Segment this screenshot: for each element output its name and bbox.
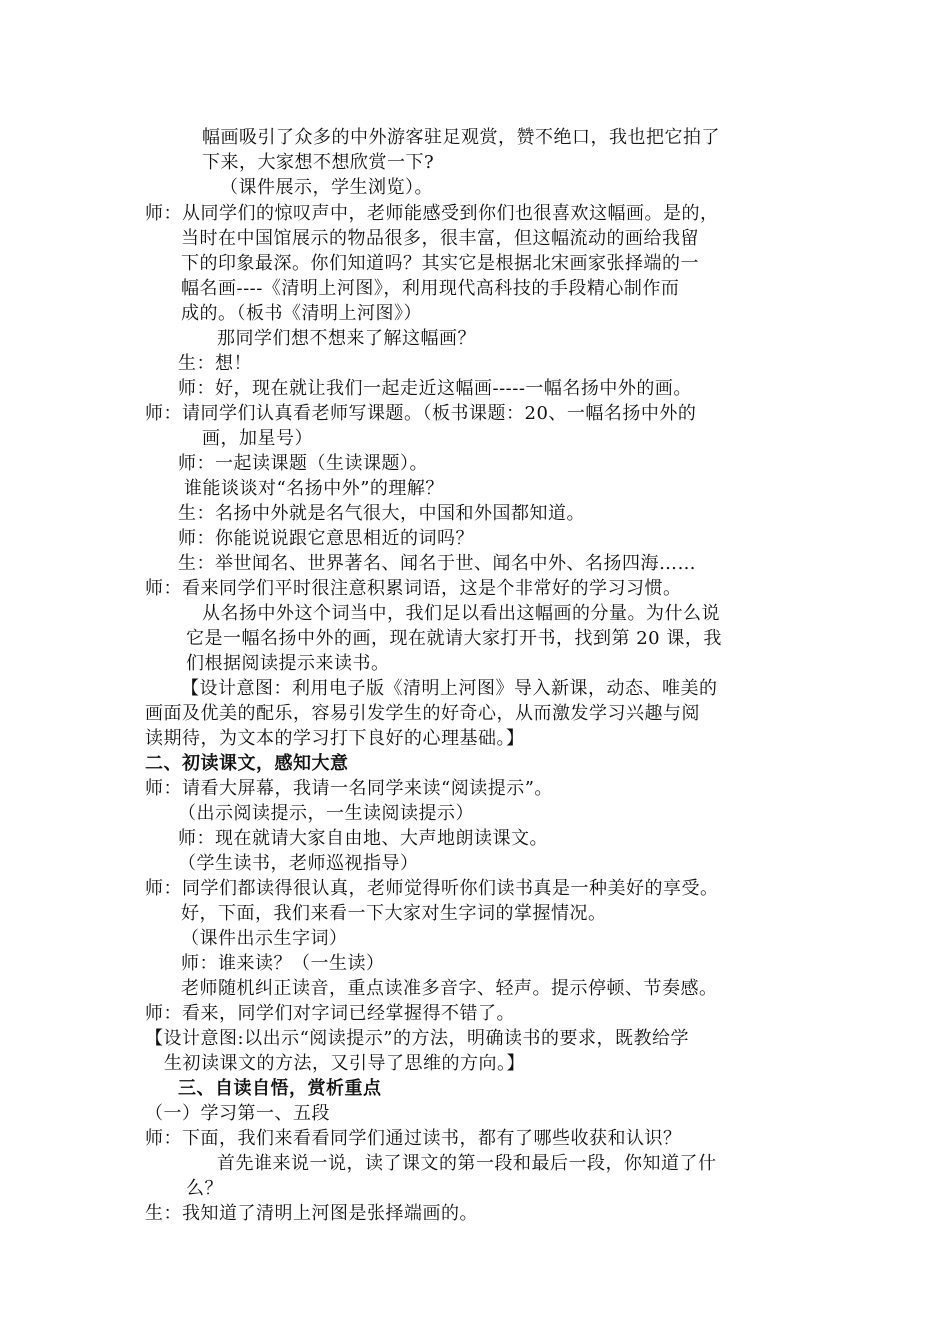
section-heading: 三、自读自悟，赏析重点 (178, 1078, 382, 1099)
design-intent-note: 【设计意图：利用电子版《清明上河图》导入新课，动态、唯美的 (181, 678, 718, 699)
text-line: 下来，大家想不想欣赏一下? (202, 152, 435, 173)
text-line: 首先谁来说一说，读了课文的第一段和最后一段，你知道了什 (217, 1153, 717, 1174)
text-line: 师：一起读课题（生读课题）。 (178, 453, 428, 474)
text-line: 师：看来，同学们对字词已经掌握得不错了。 (145, 1003, 515, 1024)
text-line: 师：好，现在就让我们一起走近这幅画-----一幅名扬中外的画。 (178, 378, 692, 399)
text-line: 它是一幅名扬中外的画，现在就请大家打开书，找到第 20 课，我 (186, 628, 722, 649)
text-line: 师：谁来读？（一生读） (181, 953, 385, 974)
text-line: （学生读书，老师巡视指导） (178, 853, 419, 874)
text-line: 师：现在就请大家自由地、大声地朗读课文。 (178, 828, 548, 849)
text-line: 师：请同学们认真看老师写课题。（板书课题：20、一幅名扬中外的 (145, 403, 697, 424)
design-intent-note: 画面及优美的配乐，容易引发学生的好奇心，从而激发学习兴趣与阅 (145, 703, 700, 724)
text-line: 好，下面，我们来看一下大家对生字词的掌握情况。 (181, 903, 607, 924)
text-line: 从名扬中外这个词当中，我们足以看出这幅画的分量。为什么说 (202, 603, 720, 624)
text-line: （课件展示，学生浏览）。 (220, 177, 433, 198)
text-line: （课件出示生字词） (181, 928, 348, 949)
text-line: 们根据阅读提示来读书。 (186, 653, 390, 674)
text-line: 师：你能说说跟它意思相近的词吗？ (178, 528, 474, 549)
text-line: 生：想！ (178, 353, 252, 374)
section-heading: 二、初读课文，感知大意 (145, 753, 349, 774)
text-line: 下的印象最深。你们知道吗？其实它是根据北宋画家张择端的一 (181, 253, 699, 274)
design-intent-note: 【设计意图:以出示“阅读提示”的方法，明确读书的要求，既教给学 (145, 1028, 689, 1049)
text-line: 么？ (186, 1178, 223, 1199)
text-line: 生：我知道了清明上河图是张择端画的。 (145, 1203, 478, 1224)
text-line: 谁能谈谈对“名扬中外”的理解？ (184, 478, 444, 499)
text-line: 画，加星号） (202, 428, 313, 449)
text-line: 师：从同学们的惊叹声中，老师能感受到你们也很喜欢这幅画。是的， (145, 203, 719, 224)
text-line: 当时在中国馆展示的物品很多，很丰富，但这幅流动的画给我留 (181, 228, 699, 249)
text-line: 成的。（板书《清明上河图》） (181, 303, 422, 324)
subsection-heading: （一）学习第一、五段 (145, 1103, 330, 1124)
text-line: （出示阅读提示，一生读阅读提示） (178, 803, 474, 824)
text-line: 幅名画----《清明上河图》，利用现代高科技的手段精心制作而 (181, 278, 680, 299)
text-line: 师：请看大屏幕，我请一名同学来读“阅读提示”。 (145, 778, 553, 799)
text-line: 师：下面，我们来看看同学们通过读书，都有了哪些收获和认识？ (145, 1128, 682, 1149)
text-line: 生：举世闻名、世界著名、闻名于世、闻名中外、名扬四海…… (178, 553, 696, 574)
text-line: 师：同学们都读得很认真，老师觉得听你们读书真是一种美好的享受。 (145, 878, 719, 899)
text-line: 生：名扬中外就是名气很大，中国和外国都知道。 (178, 503, 585, 524)
text-line: 老师随机纠正读音，重点读准多音字、轻声。提示停顿、节奏感。 (181, 978, 718, 999)
text-line: 那同学们想不想来了解这幅画？ (217, 328, 476, 349)
text-line: 师：看来同学们平时很注意积累词语，这是个非常好的学习习惯。 (145, 578, 682, 599)
design-intent-note: 生初读课文的方法，又引导了思维的方向。】 (164, 1053, 525, 1074)
design-intent-note: 读期待，为文本的学习打下良好的心理基础。】 (145, 728, 525, 749)
text-line: 幅画吸引了众多的中外游客驻足观赏，赞不绝口，我也把它拍了 (202, 127, 720, 148)
